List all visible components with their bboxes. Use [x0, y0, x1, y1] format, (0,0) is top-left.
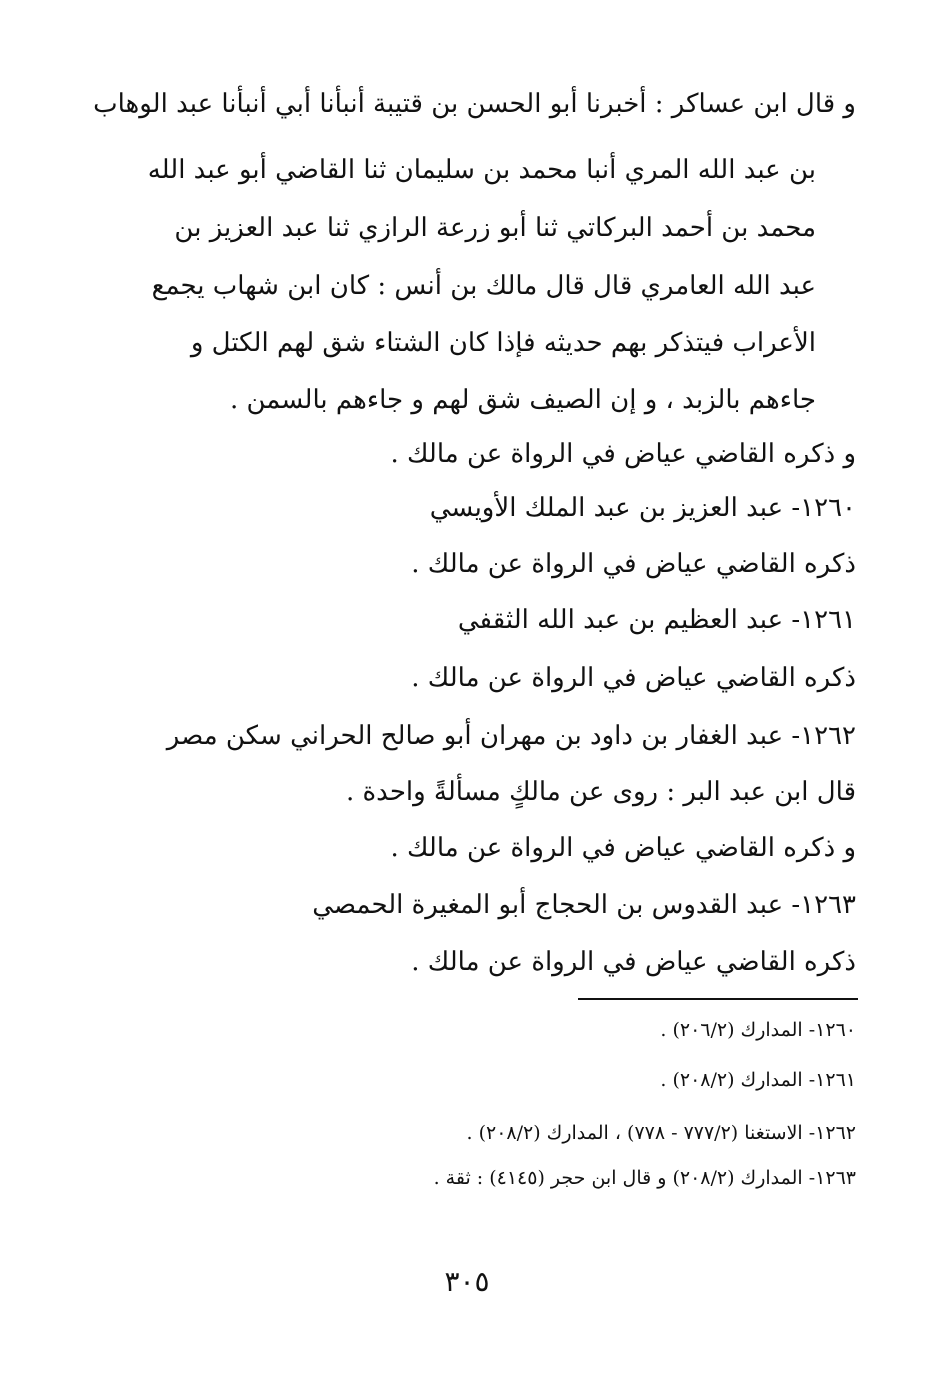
footnote-separator: [578, 998, 858, 1000]
page-number: ٣٠٥: [444, 1265, 490, 1298]
entry-heading: ١٢٦١- عبد العظيم بن عبد الله الثقفي: [457, 605, 856, 635]
footnote: ١٢٦٠- المدارك (٢٠٦/٢) .: [660, 1019, 856, 1041]
text-line: و قال ابن عساكر : أخبرنا أبو الحسن بن قتيبة أنبأنا أبي أنبأنا عبد الوهاب: [93, 89, 856, 119]
text-line: الأعراب فيتذكر بهم حديثه فإذا كان الشتاء شق لهم الكتل و: [190, 328, 816, 358]
entry-heading: ١٢٦٠- عبد العزيز بن عبد الملك الأويسي: [429, 493, 856, 523]
text-line: ذكره القاضي عياض في الرواة عن مالك .: [411, 549, 856, 579]
entry-heading: ١٢٦٢- عبد الغفار بن داود بن مهران أبو صالح الحراني سكن مصر: [166, 721, 856, 751]
entry-heading: ١٢٦٣- عبد القدوس بن الحجاج أبو المغيرة الحمصي: [312, 890, 856, 920]
footnote: ١٢٦١- المدارك (٢٠٨/٢) .: [660, 1069, 856, 1091]
footnote: ١٢٦٣- المدارك (٢٠٨/٢) و قال ابن حجر (٤١٤٥) : ثقة .: [433, 1167, 856, 1189]
text-line: بن عبد الله المري أنبا محمد بن سليمان ثنا القاضي أبو عبد الله: [147, 155, 816, 185]
text-line: ذكره القاضي عياض في الرواة عن مالك .: [411, 663, 856, 693]
text-line: عبد الله العامري قال قال مالك بن أنس : كان ابن شهاب يجمع: [151, 271, 816, 301]
text-line: و ذكره القاضي عياض في الرواة عن مالك .: [390, 833, 856, 863]
text-line: و ذكره القاضي عياض في الرواة عن مالك .: [390, 439, 856, 469]
text-line: محمد بن أحمد البركاتي ثنا أبو زرعة الرازي ثنا عبد العزيز بن: [174, 213, 816, 243]
text-line: قال ابن عبد البر : روى عن مالكٍ مسألةً واحدة .: [346, 777, 856, 807]
footnote: ١٢٦٢- الاستغنا (٧٧٧/٢ - ٧٧٨) ، المدارك (٢٠٨/٢) .: [466, 1122, 856, 1144]
text-line: جاءهم بالزبد ، و إن الصيف شق لهم و جاءهم بالسمن .: [229, 385, 816, 415]
text-line: ذكره القاضي عياض في الرواة عن مالك .: [411, 947, 856, 977]
